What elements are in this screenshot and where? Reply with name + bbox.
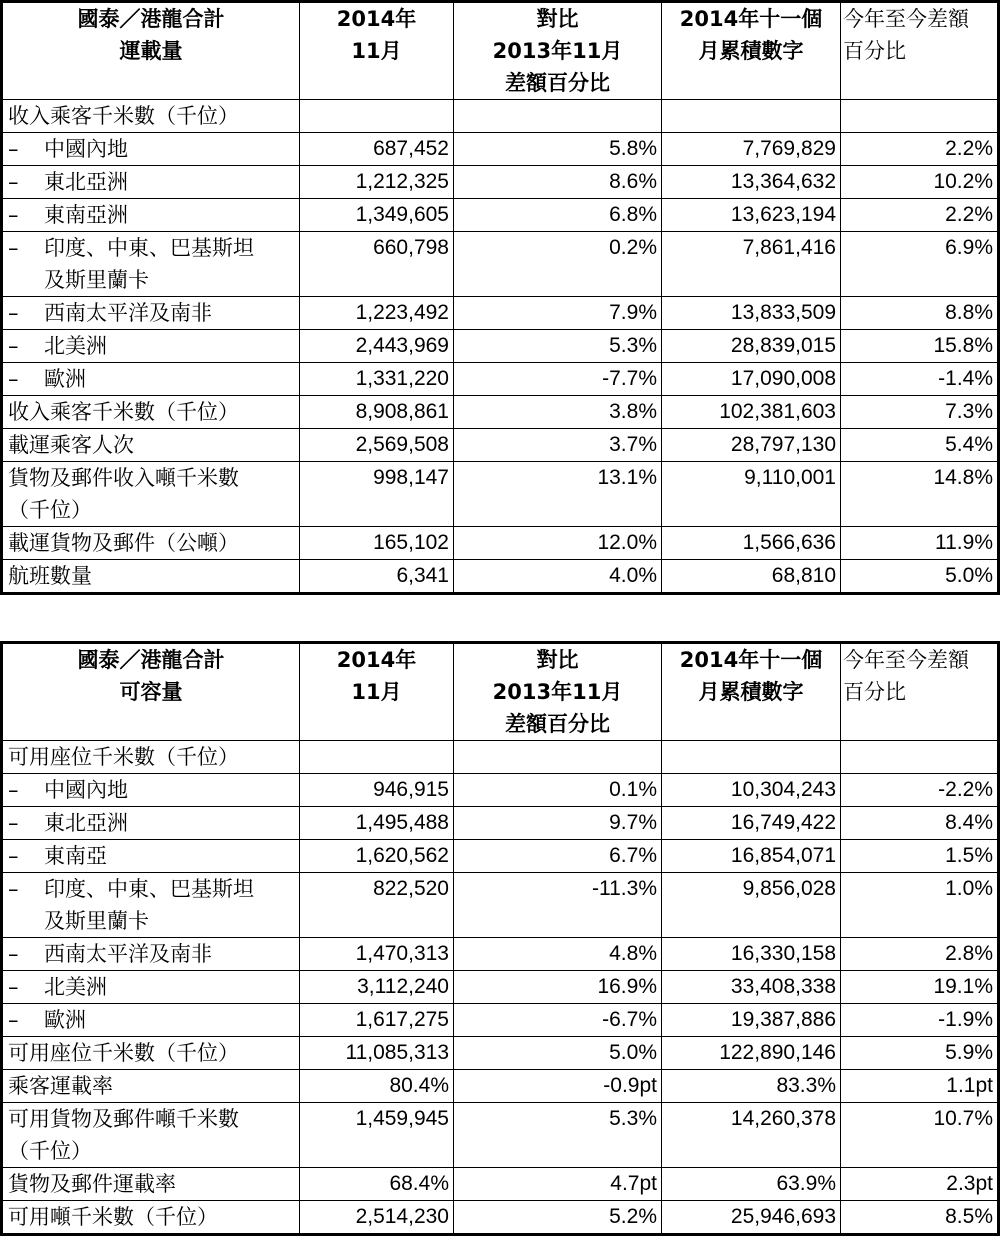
row-label: – 東南亞	[3, 840, 300, 873]
ytd-change-value: 6.9%	[841, 232, 998, 297]
table-row	[3, 330, 998, 363]
dash-marker: –	[8, 236, 19, 260]
month-value: 1,617,275	[300, 1004, 454, 1037]
yoy-change-value	[454, 100, 662, 133]
traffic-table	[2, 2, 998, 593]
dash-marker: –	[8, 1008, 19, 1032]
cumulative-header: 2014年十一個 月累積數字	[662, 3, 841, 100]
table-row	[3, 774, 998, 807]
dash-marker: –	[8, 811, 19, 835]
row-label: – 東南亞洲	[3, 199, 300, 232]
month-value: 946,915	[300, 774, 454, 807]
month-value: 687,452	[300, 133, 454, 166]
cumulative-value: 16,854,071	[662, 840, 841, 873]
row-label: 貨物及郵件收入噸千米數 （千位）	[3, 462, 300, 527]
ytd-change-value: 8.8%	[841, 297, 998, 330]
yoy-change-value: 3.7%	[454, 429, 662, 462]
row-label: 貨物及郵件運載率	[3, 1168, 300, 1201]
month-value: 2,514,230	[300, 1201, 454, 1234]
ytd-change-value: 5.0%	[841, 560, 998, 593]
row-label: – 印度、中東、巴基斯坦 及斯里蘭卡	[3, 232, 300, 297]
row-label: – 東北亞洲	[3, 166, 300, 199]
cumulative-value: 68,810	[662, 560, 841, 593]
ytd-change-value	[841, 741, 998, 774]
traffic-header-row	[3, 3, 998, 100]
cumulative-value: 10,304,243	[662, 774, 841, 807]
row-label: – 歐洲	[3, 1004, 300, 1037]
capacity-table-body	[3, 741, 998, 1234]
ytd-change-value	[841, 100, 998, 133]
month-value: 80.4%	[300, 1070, 454, 1103]
month-value: 2,443,969	[300, 330, 454, 363]
month-value	[300, 100, 454, 133]
row-label: 可用座位千米數（千位）	[3, 741, 300, 774]
month-value: 1,459,945	[300, 1103, 454, 1168]
dash-marker: –	[8, 334, 19, 358]
cumulative-value: 16,749,422	[662, 807, 841, 840]
cumulative-value: 25,946,693	[662, 1201, 841, 1234]
ytd-change-value: 11.9%	[841, 527, 998, 560]
ytd-change-header: 今年至今差額 百分比	[841, 644, 998, 741]
cumulative-value: 17,090,008	[662, 363, 841, 396]
yoy-change-value: 5.2%	[454, 1201, 662, 1234]
table-row	[3, 1168, 998, 1201]
ytd-change-value: 10.7%	[841, 1103, 998, 1168]
table-row	[3, 133, 998, 166]
table-row	[3, 873, 998, 938]
row-label: – 北美洲	[3, 971, 300, 1004]
cumulative-value	[662, 100, 841, 133]
month-value: 2,569,508	[300, 429, 454, 462]
table-row	[3, 807, 998, 840]
cumulative-value: 16,330,158	[662, 938, 841, 971]
dash-marker: –	[8, 367, 19, 391]
traffic-table-body	[3, 100, 998, 593]
row-label: – 印度、中東、巴基斯坦 及斯里蘭卡	[3, 873, 300, 938]
dash-marker: –	[8, 877, 19, 901]
month-value: 1,349,605	[300, 199, 454, 232]
dash-marker: –	[8, 137, 19, 161]
cumulative-value: 1,566,636	[662, 527, 841, 560]
yoy-change-header: 對比 2013年11月 差額百分比	[454, 644, 662, 741]
yoy-change-value: -11.3%	[454, 873, 662, 938]
month-header: 2014年 11月	[300, 644, 454, 741]
table-row	[3, 1070, 998, 1103]
yoy-change-value: 4.0%	[454, 560, 662, 593]
cumulative-value: 7,769,829	[662, 133, 841, 166]
yoy-change-value: 5.0%	[454, 1037, 662, 1070]
ytd-change-value: 2.2%	[841, 133, 998, 166]
ytd-change-value: -1.9%	[841, 1004, 998, 1037]
dash-marker: –	[8, 844, 19, 868]
yoy-change-value: 4.8%	[454, 938, 662, 971]
ytd-change-value: 2.3pt	[841, 1168, 998, 1201]
month-value: 1,620,562	[300, 840, 454, 873]
table-row	[3, 938, 998, 971]
month-value: 822,520	[300, 873, 454, 938]
table-row	[3, 1004, 998, 1037]
row-label: – 西南太平洋及南非	[3, 938, 300, 971]
yoy-change-value: 9.7%	[454, 807, 662, 840]
dash-marker: –	[8, 301, 19, 325]
row-label: 載運貨物及郵件（公噸）	[3, 527, 300, 560]
table-row	[3, 429, 998, 462]
yoy-change-value: -0.9pt	[454, 1070, 662, 1103]
month-value: 3,112,240	[300, 971, 454, 1004]
yoy-change-value: 6.8%	[454, 199, 662, 232]
table-row	[3, 199, 998, 232]
dash-marker: –	[8, 975, 19, 999]
month-value: 165,102	[300, 527, 454, 560]
month-value: 1,331,220	[300, 363, 454, 396]
row-label: 可用噸千米數（千位）	[3, 1201, 300, 1234]
cumulative-value: 14,260,378	[662, 1103, 841, 1168]
table-row	[3, 527, 998, 560]
row-label: – 東北亞洲	[3, 807, 300, 840]
month-value: 1,212,325	[300, 166, 454, 199]
month-value: 660,798	[300, 232, 454, 297]
ytd-change-value: 19.1%	[841, 971, 998, 1004]
cumulative-value: 13,364,632	[662, 166, 841, 199]
cumulative-value: 83.3%	[662, 1070, 841, 1103]
ytd-change-value: -1.4%	[841, 363, 998, 396]
yoy-change-value: 16.9%	[454, 971, 662, 1004]
cumulative-value: 19,387,886	[662, 1004, 841, 1037]
cumulative-value: 63.9%	[662, 1168, 841, 1201]
yoy-change-value: 12.0%	[454, 527, 662, 560]
capacity-title-header: 國泰／港龍合計 可容量	[3, 644, 300, 741]
table-row	[3, 1103, 998, 1168]
ytd-change-value: 5.9%	[841, 1037, 998, 1070]
ytd-change-value: 1.5%	[841, 840, 998, 873]
table-row	[3, 396, 998, 429]
cumulative-header: 2014年十一個 月累積數字	[662, 644, 841, 741]
ytd-change-value: 5.4%	[841, 429, 998, 462]
cumulative-value: 13,833,509	[662, 297, 841, 330]
month-value: 1,470,313	[300, 938, 454, 971]
month-value: 11,085,313	[300, 1037, 454, 1070]
yoy-change-header: 對比 2013年11月 差額百分比	[454, 3, 662, 100]
table-row	[3, 560, 998, 593]
traffic-table-block	[0, 0, 1000, 595]
month-header: 2014年 11月	[300, 3, 454, 100]
ytd-change-header: 今年至今差額 百分比	[841, 3, 998, 100]
table-row	[3, 297, 998, 330]
yoy-change-value: -7.7%	[454, 363, 662, 396]
month-value: 68.4%	[300, 1168, 454, 1201]
ytd-change-value: -2.2%	[841, 774, 998, 807]
yoy-change-value: 0.2%	[454, 232, 662, 297]
dash-marker: –	[8, 170, 19, 194]
row-label: 乘客運載率	[3, 1070, 300, 1103]
ytd-change-value: 14.8%	[841, 462, 998, 527]
yoy-change-value: 13.1%	[454, 462, 662, 527]
table-row	[3, 971, 998, 1004]
month-value	[300, 741, 454, 774]
ytd-change-value: 2.8%	[841, 938, 998, 971]
table-row	[3, 1037, 998, 1070]
ytd-change-value: 1.0%	[841, 873, 998, 938]
month-value: 6,341	[300, 560, 454, 593]
ytd-change-value: 2.2%	[841, 199, 998, 232]
row-label: – 歐洲	[3, 363, 300, 396]
table-row	[3, 1201, 998, 1234]
ytd-change-value: 10.2%	[841, 166, 998, 199]
month-value: 1,223,492	[300, 297, 454, 330]
yoy-change-value: 8.6%	[454, 166, 662, 199]
table-row	[3, 100, 998, 133]
cumulative-value: 122,890,146	[662, 1037, 841, 1070]
table-row	[3, 363, 998, 396]
row-label: 可用座位千米數（千位）	[3, 1037, 300, 1070]
cumulative-value: 102,381,603	[662, 396, 841, 429]
row-label: 收入乘客千米數（千位）	[3, 396, 300, 429]
cumulative-value: 33,408,338	[662, 971, 841, 1004]
traffic-title-header: 國泰／港龍合計 運載量	[3, 3, 300, 100]
row-label: – 北美洲	[3, 330, 300, 363]
yoy-change-value: 5.3%	[454, 330, 662, 363]
yoy-change-value: 0.1%	[454, 774, 662, 807]
month-value: 8,908,861	[300, 396, 454, 429]
ytd-change-value: 15.8%	[841, 330, 998, 363]
row-label: 可用貨物及郵件噸千米數 （千位）	[3, 1103, 300, 1168]
row-label: 航班數量	[3, 560, 300, 593]
table-row	[3, 232, 998, 297]
row-label: – 西南太平洋及南非	[3, 297, 300, 330]
cumulative-value: 7,861,416	[662, 232, 841, 297]
capacity-header-row	[3, 644, 998, 741]
yoy-change-value: 4.7pt	[454, 1168, 662, 1201]
cumulative-value: 9,856,028	[662, 873, 841, 938]
cumulative-value: 13,623,194	[662, 199, 841, 232]
table-row	[3, 741, 998, 774]
cumulative-value	[662, 741, 841, 774]
table-row	[3, 166, 998, 199]
yoy-change-value: 6.7%	[454, 840, 662, 873]
yoy-change-value: 7.9%	[454, 297, 662, 330]
row-label: 載運乘客人次	[3, 429, 300, 462]
dash-marker: –	[8, 942, 19, 966]
capacity-table	[2, 643, 998, 1234]
month-value: 998,147	[300, 462, 454, 527]
yoy-change-value	[454, 741, 662, 774]
table-row	[3, 462, 998, 527]
ytd-change-value: 8.5%	[841, 1201, 998, 1234]
cumulative-value: 28,839,015	[662, 330, 841, 363]
table-row	[3, 840, 998, 873]
row-label: – 中國內地	[3, 133, 300, 166]
ytd-change-value: 7.3%	[841, 396, 998, 429]
yoy-change-value: 5.3%	[454, 1103, 662, 1168]
ytd-change-value: 8.4%	[841, 807, 998, 840]
row-label: – 中國內地	[3, 774, 300, 807]
dash-marker: –	[8, 203, 19, 227]
row-label: 收入乘客千米數（千位）	[3, 100, 300, 133]
cumulative-value: 28,797,130	[662, 429, 841, 462]
yoy-change-value: 3.8%	[454, 396, 662, 429]
yoy-change-value: 5.8%	[454, 133, 662, 166]
month-value: 1,495,488	[300, 807, 454, 840]
yoy-change-value: -6.7%	[454, 1004, 662, 1037]
dash-marker: –	[8, 778, 19, 802]
capacity-table-block	[0, 641, 1000, 1236]
ytd-change-value: 1.1pt	[841, 1070, 998, 1103]
cumulative-value: 9,110,001	[662, 462, 841, 527]
